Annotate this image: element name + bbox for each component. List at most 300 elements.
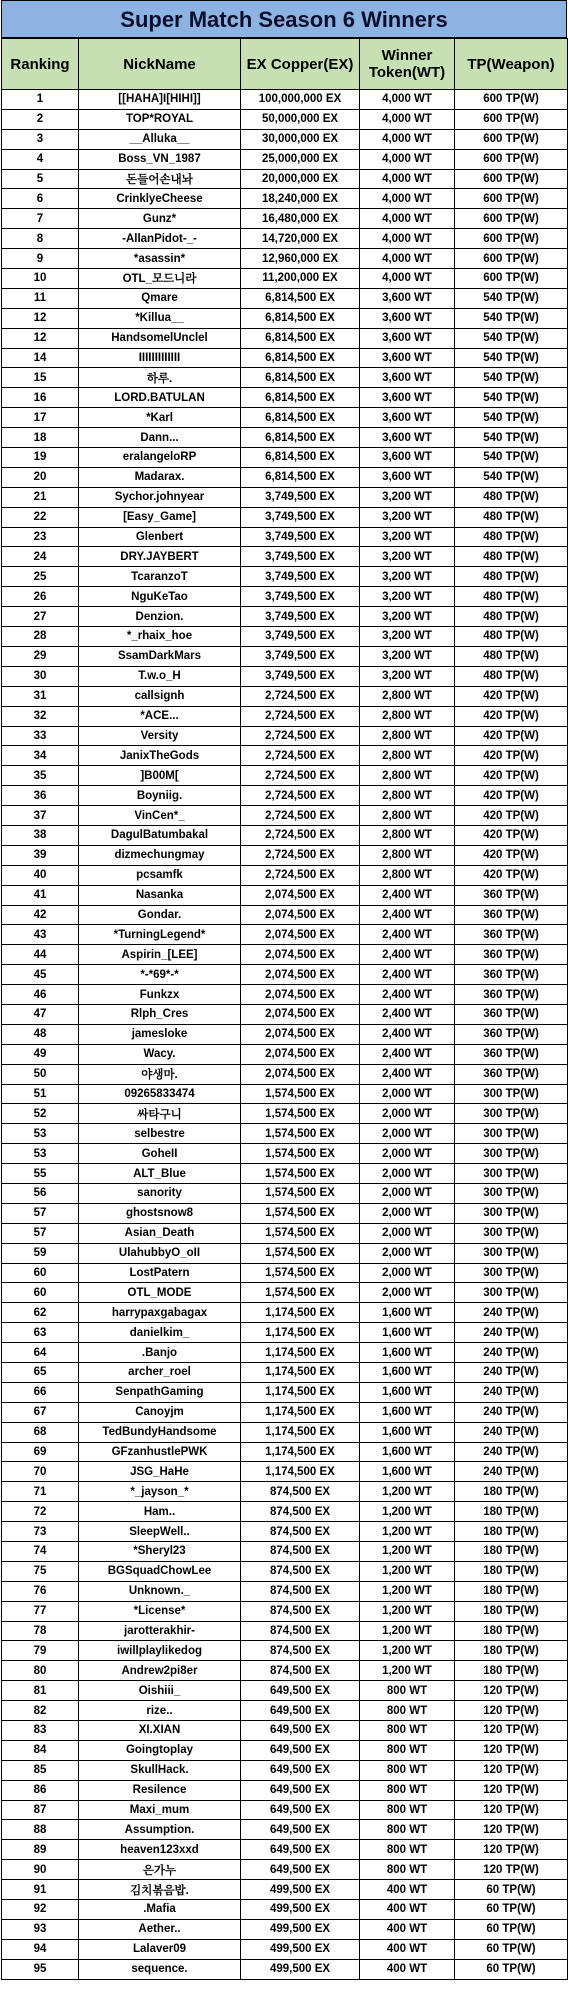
winner-token-cell: 1,200 WT xyxy=(360,1561,455,1581)
winner-token-cell: 3,600 WT xyxy=(360,428,455,448)
rank-cell: 62 xyxy=(2,1303,79,1323)
nickname-cell: 돈들어손내놔 xyxy=(79,169,241,189)
winner-token-cell: 2,800 WT xyxy=(360,706,455,726)
rank-cell: 48 xyxy=(2,1024,79,1044)
tp-weapon-cell: 300 TP(W) xyxy=(455,1263,568,1283)
nickname-cell: 야생마. xyxy=(79,1064,241,1084)
nickname-cell: Ham.. xyxy=(79,1502,241,1522)
winner-token-cell: 4,000 WT xyxy=(360,169,455,189)
table-row xyxy=(2,1641,568,1661)
ex-copper-cell: 3,749,500 EX xyxy=(241,547,360,567)
nickname-cell: ALT_Blue xyxy=(79,1164,241,1184)
tp-weapon-cell: 300 TP(W) xyxy=(455,1283,568,1303)
table-row xyxy=(2,1542,568,1562)
ex-copper-cell: 3,749,500 EX xyxy=(241,487,360,507)
winner-token-cell: 1,600 WT xyxy=(360,1363,455,1383)
table-row xyxy=(2,1760,568,1780)
tp-weapon-cell: 420 TP(W) xyxy=(455,825,568,845)
nickname-cell: .Banjo xyxy=(79,1343,241,1363)
rank-cell: 19 xyxy=(2,448,79,468)
table-row xyxy=(2,428,568,448)
ex-copper-cell: 2,074,500 EX xyxy=(241,1064,360,1084)
table-row xyxy=(2,1482,568,1502)
ex-copper-cell: 874,500 EX xyxy=(241,1641,360,1661)
winner-token-cell: 2,400 WT xyxy=(360,1064,455,1084)
nickname-cell: Andrew2pi8er xyxy=(79,1661,241,1681)
rank-cell: 45 xyxy=(2,965,79,985)
ex-copper-cell: 1,174,500 EX xyxy=(241,1343,360,1363)
ex-copper-cell: 2,724,500 EX xyxy=(241,825,360,845)
ex-copper-cell: 6,814,500 EX xyxy=(241,388,360,408)
ex-copper-cell: 6,814,500 EX xyxy=(241,408,360,428)
table-row xyxy=(2,607,568,627)
table-row xyxy=(2,1820,568,1840)
winner-token-cell: 3,600 WT xyxy=(360,308,455,328)
table-row xyxy=(2,706,568,726)
nickname-cell: LORD.BATULAN xyxy=(79,388,241,408)
rank-cell: 74 xyxy=(2,1542,79,1562)
rank-cell: 35 xyxy=(2,766,79,786)
table-row xyxy=(2,209,568,229)
nickname-cell: Boss_VN_1987 xyxy=(79,149,241,169)
rank-cell: 10 xyxy=(2,269,79,289)
tp-weapon-cell: 300 TP(W) xyxy=(455,1183,568,1203)
ex-copper-cell: 874,500 EX xyxy=(241,1522,360,1542)
rank-cell: 43 xyxy=(2,925,79,945)
tp-weapon-cell: 600 TP(W) xyxy=(455,209,568,229)
ex-copper-cell: 2,724,500 EX xyxy=(241,806,360,826)
nickname-cell: [Easy_Game] xyxy=(79,507,241,527)
tp-weapon-cell: 180 TP(W) xyxy=(455,1621,568,1641)
rank-cell: 6 xyxy=(2,189,79,209)
winner-token-cell: 800 WT xyxy=(360,1820,455,1840)
table-row xyxy=(2,627,568,647)
winner-token-cell: 2,400 WT xyxy=(360,1004,455,1024)
tp-weapon-cell: 600 TP(W) xyxy=(455,269,568,289)
nickname-cell: *License* xyxy=(79,1601,241,1621)
winner-token-cell: 2,000 WT xyxy=(360,1263,455,1283)
table-row xyxy=(2,1561,568,1581)
rank-cell: 66 xyxy=(2,1382,79,1402)
tp-weapon-cell: 120 TP(W) xyxy=(455,1800,568,1820)
ex-copper-cell: 874,500 EX xyxy=(241,1502,360,1522)
ex-copper-cell: 2,724,500 EX xyxy=(241,845,360,865)
ex-copper-cell: 1,174,500 EX xyxy=(241,1382,360,1402)
nickname-cell: Unknown._ xyxy=(79,1581,241,1601)
winner-token-cell: 800 WT xyxy=(360,1681,455,1701)
nickname-cell: SsamDarkMars xyxy=(79,646,241,666)
rank-cell: 75 xyxy=(2,1561,79,1581)
rank-cell: 83 xyxy=(2,1721,79,1741)
rank-cell: 15 xyxy=(2,368,79,388)
ex-copper-cell: 874,500 EX xyxy=(241,1542,360,1562)
nickname-cell: T.w.o_H xyxy=(79,666,241,686)
rank-cell: 93 xyxy=(2,1919,79,1939)
rank-cell: 72 xyxy=(2,1502,79,1522)
tp-weapon-cell: 120 TP(W) xyxy=(455,1840,568,1860)
winner-token-cell: 3,600 WT xyxy=(360,328,455,348)
ex-copper-cell: 649,500 EX xyxy=(241,1800,360,1820)
rank-cell: 5 xyxy=(2,169,79,189)
rank-cell: 67 xyxy=(2,1402,79,1422)
tp-weapon-cell: 60 TP(W) xyxy=(455,1900,568,1920)
winner-token-cell: 3,200 WT xyxy=(360,567,455,587)
nickname-cell: ghostsnow8 xyxy=(79,1203,241,1223)
ex-copper-cell: 649,500 EX xyxy=(241,1820,360,1840)
winner-token-cell: 2,000 WT xyxy=(360,1164,455,1184)
rank-cell: 14 xyxy=(2,348,79,368)
rank-cell: 60 xyxy=(2,1263,79,1283)
table-row xyxy=(2,1462,568,1482)
winner-token-cell: 2,800 WT xyxy=(360,806,455,826)
winners-table xyxy=(1,38,568,1980)
rank-cell: 38 xyxy=(2,825,79,845)
winner-token-cell: 3,600 WT xyxy=(360,348,455,368)
rank-cell: 34 xyxy=(2,746,79,766)
winner-token-cell: 4,000 WT xyxy=(360,249,455,269)
nickname-cell: TOP*ROYAL xyxy=(79,109,241,129)
tp-weapon-cell: 420 TP(W) xyxy=(455,706,568,726)
nickname-cell: VinCen*_ xyxy=(79,806,241,826)
ex-copper-cell: 1,574,500 EX xyxy=(241,1124,360,1144)
winner-token-cell: 2,000 WT xyxy=(360,1203,455,1223)
ex-copper-cell: 1,574,500 EX xyxy=(241,1164,360,1184)
ex-copper-cell: 11,200,000 EX xyxy=(241,269,360,289)
nickname-cell: heaven123xxd xyxy=(79,1840,241,1860)
tp-weapon-cell: 420 TP(W) xyxy=(455,865,568,885)
table-row xyxy=(2,1104,568,1124)
ex-copper-cell: 1,574,500 EX xyxy=(241,1203,360,1223)
nickname-cell: pcsamfk xyxy=(79,865,241,885)
nickname-cell: DRY.JAYBERT xyxy=(79,547,241,567)
nickname-cell: Denzion. xyxy=(79,607,241,627)
table-row xyxy=(2,1721,568,1741)
table-row xyxy=(2,1203,568,1223)
nickname-cell: UlahubbyO_oII xyxy=(79,1243,241,1263)
table-row xyxy=(2,1621,568,1641)
ex-copper-cell: 50,000,000 EX xyxy=(241,109,360,129)
ex-copper-cell: 2,074,500 EX xyxy=(241,925,360,945)
winner-token-cell: 3,200 WT xyxy=(360,587,455,607)
winner-token-cell: 1,200 WT xyxy=(360,1522,455,1542)
table-row xyxy=(2,1004,568,1024)
ex-copper-cell: 6,814,500 EX xyxy=(241,328,360,348)
winner-token-cell: 3,200 WT xyxy=(360,547,455,567)
rank-cell: 23 xyxy=(2,527,79,547)
table-row xyxy=(2,1044,568,1064)
winner-token-cell: 2,400 WT xyxy=(360,985,455,1005)
winner-token-cell: 3,600 WT xyxy=(360,408,455,428)
tp-weapon-cell: 480 TP(W) xyxy=(455,547,568,567)
table-row xyxy=(2,1024,568,1044)
rank-cell: 56 xyxy=(2,1183,79,1203)
table-row xyxy=(2,567,568,587)
table-header xyxy=(2,39,568,90)
nickname-cell: DagulBatumbakal xyxy=(79,825,241,845)
winner-token-cell: 1,200 WT xyxy=(360,1661,455,1681)
nickname-cell: 싸타구니 xyxy=(79,1104,241,1124)
winner-token-cell: 3,200 WT xyxy=(360,666,455,686)
rank-cell: 68 xyxy=(2,1422,79,1442)
nickname-cell: __Alluka__ xyxy=(79,129,241,149)
rank-cell: 7 xyxy=(2,209,79,229)
nickname-cell: HandsomelUnclel xyxy=(79,328,241,348)
winner-token-cell: 1,200 WT xyxy=(360,1542,455,1562)
ex-copper-cell: 499,500 EX xyxy=(241,1959,360,1979)
nickname-cell: jarotterakhir- xyxy=(79,1621,241,1641)
tp-weapon-cell: 600 TP(W) xyxy=(455,129,568,149)
nickname-cell: danielkim_ xyxy=(79,1323,241,1343)
table-row xyxy=(2,487,568,507)
tp-weapon-cell: 180 TP(W) xyxy=(455,1661,568,1681)
table-row xyxy=(2,925,568,945)
winner-token-cell: 800 WT xyxy=(360,1800,455,1820)
ex-copper-cell: 499,500 EX xyxy=(241,1939,360,1959)
rank-cell: 18 xyxy=(2,428,79,448)
winner-token-cell: 2,000 WT xyxy=(360,1124,455,1144)
ex-copper-cell: 874,500 EX xyxy=(241,1661,360,1681)
ex-copper-cell: 1,574,500 EX xyxy=(241,1243,360,1263)
tp-weapon-cell: 240 TP(W) xyxy=(455,1382,568,1402)
nickname-cell: -AllanPidot-_- xyxy=(79,229,241,249)
winner-token-cell: 2,400 WT xyxy=(360,1044,455,1064)
tp-weapon-cell: 420 TP(W) xyxy=(455,766,568,786)
winner-token-cell: 2,000 WT xyxy=(360,1223,455,1243)
rank-cell: 55 xyxy=(2,1164,79,1184)
ex-copper-cell: 874,500 EX xyxy=(241,1561,360,1581)
tp-weapon-cell: 60 TP(W) xyxy=(455,1880,568,1900)
rank-cell: 94 xyxy=(2,1939,79,1959)
ex-copper-cell: 649,500 EX xyxy=(241,1860,360,1880)
ex-copper-cell: 499,500 EX xyxy=(241,1919,360,1939)
tp-weapon-cell: 540 TP(W) xyxy=(455,448,568,468)
header-winner-token: Winner Token(WT) xyxy=(360,39,455,90)
tp-weapon-cell: 180 TP(W) xyxy=(455,1641,568,1661)
ex-copper-cell: 1,174,500 EX xyxy=(241,1402,360,1422)
ex-copper-cell: 2,074,500 EX xyxy=(241,1044,360,1064)
rank-cell: 71 xyxy=(2,1482,79,1502)
ex-copper-cell: 2,724,500 EX xyxy=(241,766,360,786)
nickname-cell: *TurningLegend* xyxy=(79,925,241,945)
tp-weapon-cell: 600 TP(W) xyxy=(455,149,568,169)
table-row xyxy=(2,1701,568,1721)
nickname-cell: Aspirin_[LEE] xyxy=(79,945,241,965)
ex-copper-cell: 1,174,500 EX xyxy=(241,1303,360,1323)
tp-weapon-cell: 240 TP(W) xyxy=(455,1402,568,1422)
winner-token-cell: 800 WT xyxy=(360,1740,455,1760)
rank-cell: 82 xyxy=(2,1701,79,1721)
winner-token-cell: 3,200 WT xyxy=(360,507,455,527)
winner-token-cell: 1,600 WT xyxy=(360,1382,455,1402)
nickname-cell: SkullHack. xyxy=(79,1760,241,1780)
table-row xyxy=(2,149,568,169)
tp-weapon-cell: 540 TP(W) xyxy=(455,348,568,368)
table-row xyxy=(2,666,568,686)
nickname-cell: *ACE... xyxy=(79,706,241,726)
ex-copper-cell: 3,749,500 EX xyxy=(241,587,360,607)
winner-token-cell: 800 WT xyxy=(360,1860,455,1880)
nickname-cell: Boyniig. xyxy=(79,786,241,806)
ex-copper-cell: 3,749,500 EX xyxy=(241,527,360,547)
tp-weapon-cell: 120 TP(W) xyxy=(455,1721,568,1741)
ex-copper-cell: 3,749,500 EX xyxy=(241,567,360,587)
ex-copper-cell: 2,074,500 EX xyxy=(241,1004,360,1024)
ex-copper-cell: 12,960,000 EX xyxy=(241,249,360,269)
tp-weapon-cell: 600 TP(W) xyxy=(455,229,568,249)
tp-weapon-cell: 480 TP(W) xyxy=(455,646,568,666)
nickname-cell: ]B00M[ xyxy=(79,766,241,786)
nickname-cell: *_rhaix_hoe xyxy=(79,627,241,647)
table-row xyxy=(2,806,568,826)
winner-token-cell: 2,800 WT xyxy=(360,845,455,865)
table-row xyxy=(2,905,568,925)
winner-token-cell: 3,600 WT xyxy=(360,448,455,468)
table-row xyxy=(2,169,568,189)
ex-copper-cell: 2,724,500 EX xyxy=(241,726,360,746)
tp-weapon-cell: 480 TP(W) xyxy=(455,627,568,647)
winner-token-cell: 400 WT xyxy=(360,1880,455,1900)
table-row xyxy=(2,368,568,388)
table-row xyxy=(2,885,568,905)
tp-weapon-cell: 120 TP(W) xyxy=(455,1820,568,1840)
winner-token-cell: 2,000 WT xyxy=(360,1104,455,1124)
tp-weapon-cell: 240 TP(W) xyxy=(455,1323,568,1343)
winner-token-cell: 1,600 WT xyxy=(360,1323,455,1343)
tp-weapon-cell: 480 TP(W) xyxy=(455,487,568,507)
rank-cell: 77 xyxy=(2,1601,79,1621)
table-row xyxy=(2,1144,568,1164)
nickname-cell: GFzanhustlePWK xyxy=(79,1442,241,1462)
ex-copper-cell: 3,749,500 EX xyxy=(241,507,360,527)
table-row xyxy=(2,1681,568,1701)
tp-weapon-cell: 480 TP(W) xyxy=(455,607,568,627)
tp-weapon-cell: 240 TP(W) xyxy=(455,1363,568,1383)
rank-cell: 53 xyxy=(2,1144,79,1164)
tp-weapon-cell: 360 TP(W) xyxy=(455,1044,568,1064)
ex-copper-cell: 1,574,500 EX xyxy=(241,1223,360,1243)
winner-token-cell: 2,800 WT xyxy=(360,865,455,885)
winner-token-cell: 400 WT xyxy=(360,1900,455,1920)
rank-cell: 86 xyxy=(2,1780,79,1800)
ex-copper-cell: 2,724,500 EX xyxy=(241,786,360,806)
nickname-cell: Funkzx xyxy=(79,985,241,1005)
tp-weapon-cell: 540 TP(W) xyxy=(455,328,568,348)
nickname-cell: Maxi_mum xyxy=(79,1800,241,1820)
rank-cell: 69 xyxy=(2,1442,79,1462)
rank-cell: 81 xyxy=(2,1681,79,1701)
winner-token-cell: 3,600 WT xyxy=(360,467,455,487)
winner-token-cell: 1,200 WT xyxy=(360,1641,455,1661)
ex-copper-cell: 100,000,000 EX xyxy=(241,90,360,110)
nickname-cell: LostPatern xyxy=(79,1263,241,1283)
table-row xyxy=(2,1183,568,1203)
winner-token-cell: 1,600 WT xyxy=(360,1442,455,1462)
nickname-cell: *Sheryl23 xyxy=(79,1542,241,1562)
tp-weapon-cell: 300 TP(W) xyxy=(455,1124,568,1144)
ex-copper-cell: 2,074,500 EX xyxy=(241,965,360,985)
nickname-cell: Versity xyxy=(79,726,241,746)
winner-token-cell: 4,000 WT xyxy=(360,109,455,129)
table-row xyxy=(2,1581,568,1601)
nickname-cell: *asassin* xyxy=(79,249,241,269)
nickname-cell: eralangeloRP xyxy=(79,448,241,468)
rank-cell: 73 xyxy=(2,1522,79,1542)
ex-copper-cell: 2,074,500 EX xyxy=(241,885,360,905)
rank-cell: 8 xyxy=(2,229,79,249)
table-row xyxy=(2,1939,568,1959)
nickname-cell: sequence. xyxy=(79,1959,241,1979)
ex-copper-cell: 2,724,500 EX xyxy=(241,706,360,726)
tp-weapon-cell: 180 TP(W) xyxy=(455,1542,568,1562)
nickname-cell: jamesloke xyxy=(79,1024,241,1044)
nickname-cell: 하루. xyxy=(79,368,241,388)
ex-copper-cell: 649,500 EX xyxy=(241,1780,360,1800)
winner-token-cell: 1,600 WT xyxy=(360,1462,455,1482)
rank-cell: 22 xyxy=(2,507,79,527)
nickname-cell: NguKeTao xyxy=(79,587,241,607)
table-row xyxy=(2,1323,568,1343)
nickname-cell: CrinklyeCheese xyxy=(79,189,241,209)
winner-token-cell: 2,800 WT xyxy=(360,766,455,786)
tp-weapon-cell: 420 TP(W) xyxy=(455,726,568,746)
tp-weapon-cell: 300 TP(W) xyxy=(455,1164,568,1184)
nickname-cell: rize.. xyxy=(79,1701,241,1721)
rank-cell: 89 xyxy=(2,1840,79,1860)
ex-copper-cell: 499,500 EX xyxy=(241,1880,360,1900)
tp-weapon-cell: 300 TP(W) xyxy=(455,1243,568,1263)
rank-cell: 80 xyxy=(2,1661,79,1681)
nickname-cell: Nasanka xyxy=(79,885,241,905)
winner-token-cell: 2,400 WT xyxy=(360,1024,455,1044)
ex-copper-cell: 649,500 EX xyxy=(241,1681,360,1701)
table-row xyxy=(2,965,568,985)
table-row xyxy=(2,129,568,149)
nickname-cell: sanority xyxy=(79,1183,241,1203)
rank-cell: 84 xyxy=(2,1740,79,1760)
tp-weapon-cell: 240 TP(W) xyxy=(455,1462,568,1482)
table-row xyxy=(2,408,568,428)
nickname-cell: 09265833474 xyxy=(79,1084,241,1104)
tp-weapon-cell: 180 TP(W) xyxy=(455,1502,568,1522)
tp-weapon-cell: 420 TP(W) xyxy=(455,786,568,806)
rank-cell: 46 xyxy=(2,985,79,1005)
tp-weapon-cell: 240 TP(W) xyxy=(455,1422,568,1442)
winner-token-cell: 3,200 WT xyxy=(360,627,455,647)
tp-weapon-cell: 540 TP(W) xyxy=(455,308,568,328)
ex-copper-cell: 1,174,500 EX xyxy=(241,1442,360,1462)
ex-copper-cell: 6,814,500 EX xyxy=(241,368,360,388)
winner-token-cell: 3,600 WT xyxy=(360,288,455,308)
table-row xyxy=(2,865,568,885)
nickname-cell: Dann... xyxy=(79,428,241,448)
table-row xyxy=(2,646,568,666)
table-row xyxy=(2,1522,568,1542)
tp-weapon-cell: 180 TP(W) xyxy=(455,1482,568,1502)
winner-token-cell: 400 WT xyxy=(360,1959,455,1979)
table-row xyxy=(2,746,568,766)
tp-weapon-cell: 360 TP(W) xyxy=(455,925,568,945)
ex-copper-cell: 874,500 EX xyxy=(241,1581,360,1601)
rank-cell: 37 xyxy=(2,806,79,826)
nickname-cell: JSG_HaHe xyxy=(79,1462,241,1482)
nickname-cell: dizmechungmay xyxy=(79,845,241,865)
nickname-cell: OTL_모드니라 xyxy=(79,269,241,289)
tp-weapon-cell: 300 TP(W) xyxy=(455,1223,568,1243)
nickname-cell: Asian_Death xyxy=(79,1223,241,1243)
rank-cell: 90 xyxy=(2,1860,79,1880)
ex-copper-cell: 1,174,500 EX xyxy=(241,1363,360,1383)
rank-cell: 39 xyxy=(2,845,79,865)
